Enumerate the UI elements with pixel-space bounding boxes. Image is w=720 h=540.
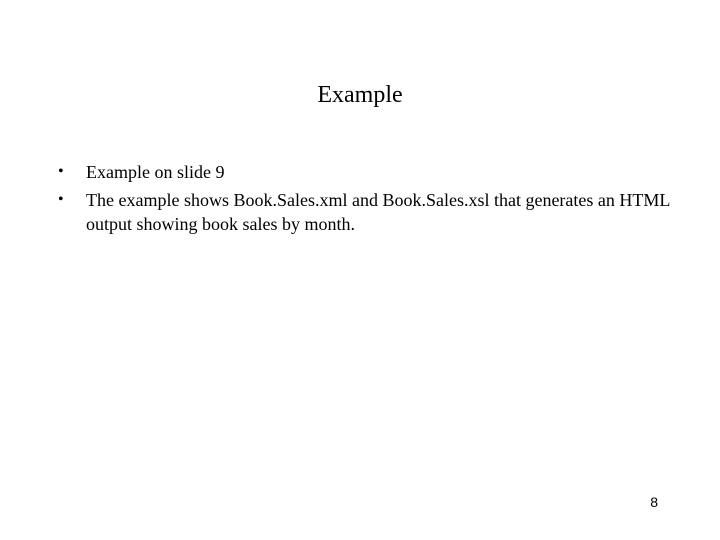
page-number: 8 bbox=[650, 494, 658, 510]
bullet-marker: • bbox=[58, 163, 64, 180]
bullet-item bbox=[56, 188, 676, 236]
bullet-text: The example shows Book.Sales.xml and Book.Sales.xsl that generates an HTML output showing book sales by month. bbox=[86, 190, 670, 234]
slide-title: Example bbox=[317, 82, 403, 108]
bullet-text: Example on slide 9 bbox=[86, 162, 225, 182]
bullet-item bbox=[56, 160, 676, 184]
bullet-marker: • bbox=[58, 191, 64, 208]
bullet-list bbox=[56, 160, 676, 240]
